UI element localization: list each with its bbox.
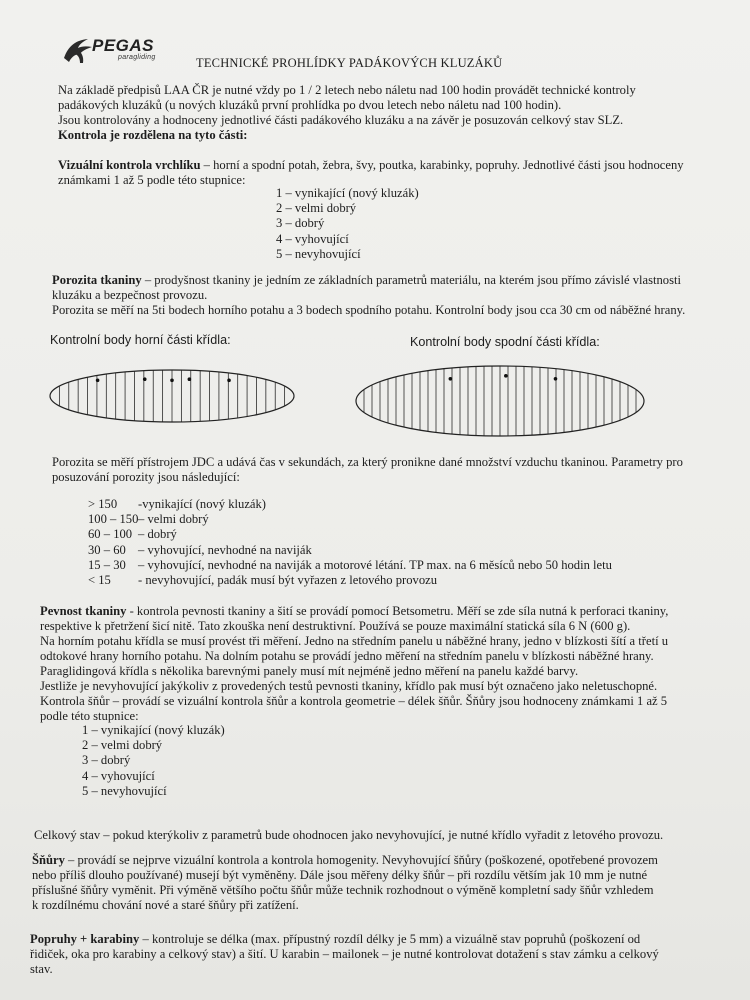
lines-text: příslušné šňůry vyměnit. Při výměně většího počtu šňůr může technik rozhodnout o výměně kompletní sady šňůr vzhledem: [32, 883, 654, 897]
grade-item: 3 – dobrý: [82, 753, 131, 768]
strength-text: Kontrola šňůr – provádí se vizuální kontrola šňůr a kontrola geometrie – délek šňůr. Šňůry jsou hodnoceny známkami 1 až 5: [40, 694, 668, 708]
lines-text: – provádí se nejprve vizuální kontrola a kontrola homogenity. Nevyhovující šňůry (poškozené, opotřebené provozem: [64, 853, 658, 867]
porosity-text: kluzáku a bezpečnost provozu.: [52, 288, 208, 302]
lines-section: [32, 853, 658, 913]
porosity-text: posuzování porozity jsou následující:: [52, 470, 240, 484]
strength-text: odtokové hrany horního potahu. Na dolním potahu se provádí jedno měření na středním panelu v blízkosti náběžné hrany.: [40, 649, 654, 663]
grade-item: 1 – vynikající (nový kluzák): [82, 723, 225, 737]
porosity-grade-range: 100 – 150: [88, 512, 139, 527]
logo-tagline: paragliding: [118, 54, 156, 61]
lines-text: nebo příliš dlouho používané) musejí být vyměněny. Dále jsou měřeny délky šňůr – při rozdílu větším jak 10 mm je nutné: [32, 868, 648, 882]
porosity-section: [52, 273, 685, 318]
strength-heading: Pevnost tkaniny: [40, 604, 127, 618]
intro-heading: Kontrola je rozdělena na tyto části:: [58, 128, 248, 142]
bottom-wing-label: Kontrolní body spodní části křídla:: [410, 335, 600, 349]
harness-text: stav.: [30, 962, 53, 976]
porosity-grade: [88, 573, 612, 588]
lines-text: k rozdílnému chování nové a staré šňůry při zatížení.: [32, 898, 299, 912]
strength-section: [40, 604, 668, 724]
porosity-text: Porozita se měří na 5ti bodech horního potahu a 3 bodech spodního potahu. Kontrolní body jsou cca 30 cm od náběžné hrany.: [52, 303, 686, 317]
intro-line: Na základě předpisů LAA ČR je nutné vždy po 1 / 2 letech nebo náletu nad 100 hodin provádět technické kontroly: [58, 83, 636, 97]
harness-heading: Popruhy + karabiny: [30, 932, 140, 946]
porosity-grade-range: 60 – 100: [88, 527, 133, 542]
porosity-grade: [88, 497, 612, 512]
porosity-grade-range: 15 – 30: [88, 557, 126, 572]
porosity-text: Porozita se měří přístrojem JDC a udává čas v sekundách, za který pronikne dané množství vzduchu tkaninou. Parametry pro: [52, 455, 683, 469]
grade-item: 4 – vyhovující: [82, 768, 155, 783]
porosity-grade-text: – vyhovující, nevhodné na naviják a motorové létání. TP max. na 6 měsíců nebo 50 hodin letu: [138, 557, 612, 572]
porosity-grade-text: – velmi dobrý: [138, 512, 209, 527]
grade-item: 4 – vyhovující: [276, 231, 349, 246]
lines-heading: Šňůry: [32, 853, 65, 867]
porosity-grade: [88, 543, 612, 558]
porosity-grade-text: – vyhovující, nevhodné na naviják: [138, 542, 312, 557]
intro-line: Jsou kontrolovány a hodnoceny jednotlivé části padákového kluzáku a na závěr je posuzován celkový stav SLZ.: [58, 113, 624, 127]
strength-text: Jestliže je nevyhovující jakýkoliv z provedených testů pevnosti tkaniny, křídlo pak musí být označeno jako neletuschopné.: [40, 679, 658, 693]
harness-text: – kontroluje se délka (max. přípustný rozdíl délky je 5 mm) a vizuálně stav popruhů (poškození od: [139, 932, 641, 946]
porosity-grade-text: – dobrý: [138, 527, 177, 542]
control-point: [143, 377, 147, 381]
strength-text: Paraglidingová křídla s několika barevnými panely musí mít nejméně jedno měření na panelu každé barvy.: [40, 664, 579, 678]
bleed-through-text: [300, 0, 560, 30]
pegasus-icon: [62, 36, 94, 66]
control-point: [170, 379, 174, 383]
porosity-grade-range: 30 – 60: [88, 542, 126, 557]
strength-text: podle této stupnice:: [40, 709, 139, 723]
intro-line: padákových kluzáků (u nových kluzáků první prohlídka po dvou letech nebo náletu nad 100 hodin).: [58, 98, 562, 112]
logo-wordmark: PEGAS: [92, 36, 155, 55]
control-point: [96, 379, 100, 383]
porosity-grade-range: > 150: [88, 497, 118, 511]
control-point: [188, 377, 192, 381]
control-point: [449, 377, 453, 381]
top-wing-diagram: [48, 368, 296, 424]
harness-section: [30, 932, 659, 977]
visual-text: – horní a spodní potah, žebra, švy, poutka, karabinky, popruhy. Jednotlivé části jsou hodnoceny: [200, 158, 684, 172]
strength-text: Na horním potahu křídla se musí provést tři měření. Jedno na středním panelu u náběžné hrany, jedno v blízkosti šítí a třetí u: [40, 634, 669, 648]
porosity-grade-text: -vynikající (nový kluzák): [138, 497, 266, 511]
porosity-grade-list: [88, 497, 612, 588]
document-title: TECHNICKÉ PROHLÍDKY PADÁKOVÝCH KLUZÁKŮ: [196, 56, 503, 70]
pegas-logo: [62, 36, 182, 74]
intro-paragraph: [58, 83, 636, 143]
top-wing-label: Kontrolní body horní části křídla:: [50, 333, 231, 347]
strength-text: - kontrola pevnosti tkaniny a šití se provádí pomocí Betsometru. Měří se zde síla nutná k perforaci tkaniny,: [126, 604, 669, 618]
porosity-grade-range: < 15: [88, 573, 111, 588]
control-point: [227, 379, 231, 383]
visual-heading: Vizuální kontrola vrchlíku: [58, 158, 201, 172]
porosity-grade: [88, 512, 612, 527]
porosity-heading: Porozita tkaniny: [52, 273, 142, 287]
grade-item: 5 – nevyhovující: [82, 783, 167, 798]
grade-item: 2 – velmi dobrý: [82, 738, 163, 753]
control-point: [504, 374, 508, 378]
porosity-grade: [88, 527, 612, 542]
lines-grade-list: [82, 723, 225, 799]
porosity-grade: [88, 558, 612, 573]
visual-inspection-section: [58, 158, 684, 188]
grade-item: 2 – velmi dobrý: [276, 201, 357, 216]
control-point: [554, 377, 558, 381]
grade-item: 1 – vynikající (nový kluzák): [276, 186, 419, 200]
strength-text: respektive k přetržení šicí nitě. Tato zkouška není destruktivní. Používá se pouze maximální statická síla 6 N (600 g).: [40, 619, 631, 633]
porosity-text: – prodyšnost tkaniny je jedním ze základních parametrů materiálu, na kterém jsou přímo závislé vlastnosti: [141, 273, 681, 287]
bottom-wing-diagram: [354, 364, 646, 438]
overall-state: Celkový stav – pokud kterýkoliv z parametrů bude ohodnocen jako nevyhovující, je nutné křídlo vyřadit z letového provozu.: [34, 828, 664, 842]
grade-item: 3 – dobrý: [276, 216, 325, 231]
visual-text: známkami 1 až 5 podle této stupnice:: [58, 173, 246, 187]
porosity-measurement: [52, 455, 683, 485]
porosity-grade-text: - nevyhovující, padák musí být vyřazen z letového provozu: [138, 573, 438, 588]
harness-text: řidiček, oka pro karabiny a celkový stav) a šití. U karabin – mailonek – je nutné kontrolovat dotažení s stav zámku a celkový: [30, 947, 659, 961]
visual-grade-list: [276, 186, 419, 262]
grade-item: 5 – nevyhovující: [276, 246, 361, 261]
